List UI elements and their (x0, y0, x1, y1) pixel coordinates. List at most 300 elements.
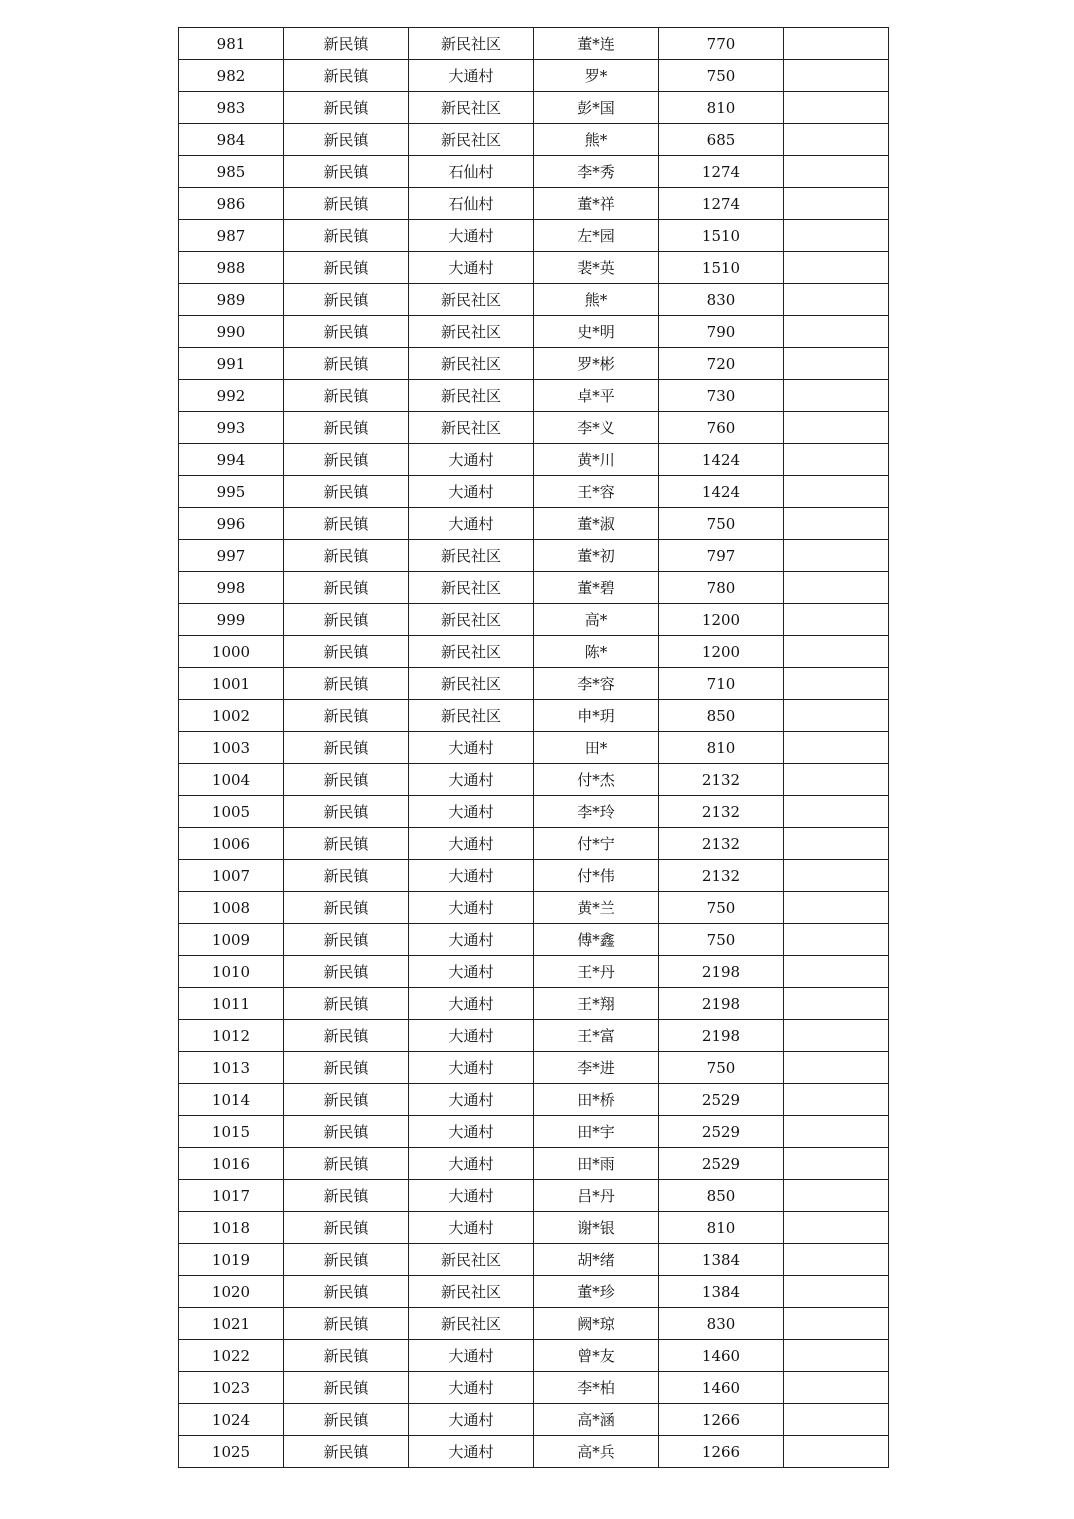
row-number-cell: 996 (179, 508, 284, 540)
town-cell: 新民镇 (284, 156, 409, 188)
town-cell: 新民镇 (284, 668, 409, 700)
name-cell: 李*玲 (534, 796, 659, 828)
name-cell: 王*容 (534, 476, 659, 508)
town-cell: 新民镇 (284, 1180, 409, 1212)
table-row (179, 860, 889, 892)
table-row (179, 156, 889, 188)
note-cell (784, 188, 889, 220)
amount-cell: 830 (659, 284, 784, 316)
table-body (179, 28, 889, 1468)
name-cell: 曾*友 (534, 1340, 659, 1372)
village-cell: 新民社区 (409, 572, 534, 604)
table-row (179, 1436, 889, 1468)
village-cell: 大通村 (409, 444, 534, 476)
village-cell: 大通村 (409, 860, 534, 892)
name-cell: 田*雨 (534, 1148, 659, 1180)
name-cell: 胡*绪 (534, 1244, 659, 1276)
name-cell: 谢*银 (534, 1212, 659, 1244)
row-number-cell: 1024 (179, 1404, 284, 1436)
name-cell: 熊* (534, 124, 659, 156)
note-cell (784, 1052, 889, 1084)
table-row (179, 348, 889, 380)
amount-cell: 1460 (659, 1340, 784, 1372)
name-cell: 史*明 (534, 316, 659, 348)
note-cell (784, 1116, 889, 1148)
row-number-cell: 1008 (179, 892, 284, 924)
name-cell: 董*初 (534, 540, 659, 572)
row-number-cell: 994 (179, 444, 284, 476)
row-number-cell: 987 (179, 220, 284, 252)
amount-cell: 750 (659, 508, 784, 540)
village-cell: 大通村 (409, 1180, 534, 1212)
row-number-cell: 983 (179, 92, 284, 124)
town-cell: 新民镇 (284, 1244, 409, 1276)
note-cell (784, 1212, 889, 1244)
row-number-cell: 1014 (179, 1084, 284, 1116)
row-number-cell: 1017 (179, 1180, 284, 1212)
table-row (179, 732, 889, 764)
data-table (178, 27, 889, 1468)
table-row (179, 1244, 889, 1276)
table-row (179, 412, 889, 444)
row-number-cell: 1019 (179, 1244, 284, 1276)
amount-cell: 810 (659, 732, 784, 764)
table-row (179, 764, 889, 796)
village-cell: 大通村 (409, 1404, 534, 1436)
note-cell (784, 124, 889, 156)
note-cell (784, 156, 889, 188)
name-cell: 阙*琼 (534, 1308, 659, 1340)
amount-cell: 770 (659, 28, 784, 60)
amount-cell: 1384 (659, 1276, 784, 1308)
village-cell: 石仙村 (409, 156, 534, 188)
row-number-cell: 1018 (179, 1212, 284, 1244)
name-cell: 田*宇 (534, 1116, 659, 1148)
town-cell: 新民镇 (284, 188, 409, 220)
row-number-cell: 985 (179, 156, 284, 188)
row-number-cell: 1015 (179, 1116, 284, 1148)
amount-cell: 1424 (659, 444, 784, 476)
town-cell: 新民镇 (284, 1276, 409, 1308)
village-cell: 大通村 (409, 1020, 534, 1052)
amount-cell: 1200 (659, 604, 784, 636)
table-row (179, 92, 889, 124)
table-row (179, 988, 889, 1020)
town-cell: 新民镇 (284, 1084, 409, 1116)
row-number-cell: 997 (179, 540, 284, 572)
table-row (179, 1372, 889, 1404)
row-number-cell: 993 (179, 412, 284, 444)
town-cell: 新民镇 (284, 412, 409, 444)
note-cell (784, 1148, 889, 1180)
village-cell: 新民社区 (409, 316, 534, 348)
table-row (179, 796, 889, 828)
town-cell: 新民镇 (284, 476, 409, 508)
amount-cell: 1510 (659, 252, 784, 284)
table-row (179, 284, 889, 316)
village-cell: 大通村 (409, 956, 534, 988)
village-cell: 新民社区 (409, 700, 534, 732)
village-cell: 大通村 (409, 1372, 534, 1404)
note-cell (784, 380, 889, 412)
row-number-cell: 1016 (179, 1148, 284, 1180)
village-cell: 大通村 (409, 60, 534, 92)
row-number-cell: 1002 (179, 700, 284, 732)
town-cell: 新民镇 (284, 1116, 409, 1148)
table-row (179, 1276, 889, 1308)
village-cell: 新民社区 (409, 348, 534, 380)
amount-cell: 1460 (659, 1372, 784, 1404)
village-cell: 新民社区 (409, 1308, 534, 1340)
row-number-cell: 1010 (179, 956, 284, 988)
name-cell: 李*进 (534, 1052, 659, 1084)
name-cell: 高*涵 (534, 1404, 659, 1436)
town-cell: 新民镇 (284, 92, 409, 124)
table-row (179, 668, 889, 700)
amount-cell: 2198 (659, 1020, 784, 1052)
note-cell (784, 604, 889, 636)
name-cell: 董*淑 (534, 508, 659, 540)
note-cell (784, 828, 889, 860)
row-number-cell: 1011 (179, 988, 284, 1020)
amount-cell: 1274 (659, 188, 784, 220)
row-number-cell: 1007 (179, 860, 284, 892)
table-row (179, 892, 889, 924)
name-cell: 王*富 (534, 1020, 659, 1052)
note-cell (784, 1340, 889, 1372)
note-cell (784, 924, 889, 956)
amount-cell: 1266 (659, 1404, 784, 1436)
village-cell: 大通村 (409, 1148, 534, 1180)
amount-cell: 1266 (659, 1436, 784, 1468)
village-cell: 大通村 (409, 252, 534, 284)
name-cell: 田* (534, 732, 659, 764)
note-cell (784, 316, 889, 348)
village-cell: 新民社区 (409, 28, 534, 60)
village-cell: 大通村 (409, 1212, 534, 1244)
name-cell: 王*翔 (534, 988, 659, 1020)
amount-cell: 2132 (659, 764, 784, 796)
amount-cell: 2198 (659, 956, 784, 988)
row-number-cell: 986 (179, 188, 284, 220)
amount-cell: 1424 (659, 476, 784, 508)
note-cell (784, 444, 889, 476)
amount-cell: 730 (659, 380, 784, 412)
village-cell: 新民社区 (409, 604, 534, 636)
name-cell: 高*兵 (534, 1436, 659, 1468)
village-cell: 新民社区 (409, 412, 534, 444)
name-cell: 董*珍 (534, 1276, 659, 1308)
table-row (179, 1148, 889, 1180)
amount-cell: 2529 (659, 1116, 784, 1148)
row-number-cell: 1006 (179, 828, 284, 860)
row-number-cell: 988 (179, 252, 284, 284)
name-cell: 申*玥 (534, 700, 659, 732)
row-number-cell: 1005 (179, 796, 284, 828)
town-cell: 新民镇 (284, 380, 409, 412)
name-cell: 陈* (534, 636, 659, 668)
town-cell: 新民镇 (284, 252, 409, 284)
note-cell (784, 252, 889, 284)
village-cell: 新民社区 (409, 1276, 534, 1308)
town-cell: 新民镇 (284, 124, 409, 156)
row-number-cell: 990 (179, 316, 284, 348)
row-number-cell: 1000 (179, 636, 284, 668)
village-cell: 大通村 (409, 1340, 534, 1372)
note-cell (784, 1084, 889, 1116)
village-cell: 大通村 (409, 476, 534, 508)
table-row (179, 1340, 889, 1372)
name-cell: 左*园 (534, 220, 659, 252)
table-row (179, 1308, 889, 1340)
town-cell: 新民镇 (284, 1308, 409, 1340)
town-cell: 新民镇 (284, 1436, 409, 1468)
table-row (179, 540, 889, 572)
village-cell: 大通村 (409, 1052, 534, 1084)
name-cell: 高* (534, 604, 659, 636)
row-number-cell: 1020 (179, 1276, 284, 1308)
village-cell: 大通村 (409, 732, 534, 764)
town-cell: 新民镇 (284, 988, 409, 1020)
note-cell (784, 284, 889, 316)
note-cell (784, 1436, 889, 1468)
name-cell: 李*义 (534, 412, 659, 444)
town-cell: 新民镇 (284, 796, 409, 828)
village-cell: 大通村 (409, 1436, 534, 1468)
note-cell (784, 764, 889, 796)
note-cell (784, 892, 889, 924)
table-row (179, 1084, 889, 1116)
note-cell (784, 1020, 889, 1052)
row-number-cell: 995 (179, 476, 284, 508)
note-cell (784, 796, 889, 828)
village-cell: 大通村 (409, 796, 534, 828)
amount-cell: 2198 (659, 988, 784, 1020)
name-cell: 付*伟 (534, 860, 659, 892)
town-cell: 新民镇 (284, 604, 409, 636)
note-cell (784, 572, 889, 604)
name-cell: 黄*兰 (534, 892, 659, 924)
note-cell (784, 1180, 889, 1212)
village-cell: 大通村 (409, 220, 534, 252)
amount-cell: 2529 (659, 1084, 784, 1116)
row-number-cell: 1025 (179, 1436, 284, 1468)
village-cell: 大通村 (409, 924, 534, 956)
town-cell: 新民镇 (284, 316, 409, 348)
town-cell: 新民镇 (284, 892, 409, 924)
table-row (179, 1212, 889, 1244)
table-row (179, 60, 889, 92)
amount-cell: 790 (659, 316, 784, 348)
name-cell: 熊* (534, 284, 659, 316)
town-cell: 新民镇 (284, 636, 409, 668)
name-cell: 卓*平 (534, 380, 659, 412)
note-cell (784, 988, 889, 1020)
table-row (179, 604, 889, 636)
town-cell: 新民镇 (284, 1020, 409, 1052)
note-cell (784, 732, 889, 764)
village-cell: 大通村 (409, 828, 534, 860)
note-cell (784, 1276, 889, 1308)
amount-cell: 1510 (659, 220, 784, 252)
village-cell: 新民社区 (409, 668, 534, 700)
name-cell: 董*祥 (534, 188, 659, 220)
name-cell: 傅*鑫 (534, 924, 659, 956)
town-cell: 新民镇 (284, 60, 409, 92)
row-number-cell: 989 (179, 284, 284, 316)
village-cell: 新民社区 (409, 540, 534, 572)
name-cell: 吕*丹 (534, 1180, 659, 1212)
town-cell: 新民镇 (284, 284, 409, 316)
name-cell: 李*容 (534, 668, 659, 700)
note-cell (784, 540, 889, 572)
village-cell: 大通村 (409, 892, 534, 924)
note-cell (784, 92, 889, 124)
table-row (179, 1404, 889, 1436)
name-cell: 罗*彬 (534, 348, 659, 380)
amount-cell: 1384 (659, 1244, 784, 1276)
table-row (179, 124, 889, 156)
table-row (179, 28, 889, 60)
table-row (179, 252, 889, 284)
amount-cell: 685 (659, 124, 784, 156)
table-row (179, 956, 889, 988)
row-number-cell: 1004 (179, 764, 284, 796)
village-cell: 新民社区 (409, 124, 534, 156)
row-number-cell: 991 (179, 348, 284, 380)
name-cell: 李*柏 (534, 1372, 659, 1404)
table-row (179, 572, 889, 604)
row-number-cell: 1001 (179, 668, 284, 700)
village-cell: 新民社区 (409, 284, 534, 316)
table-row (179, 700, 889, 732)
town-cell: 新民镇 (284, 1148, 409, 1180)
name-cell: 付*杰 (534, 764, 659, 796)
village-cell: 大通村 (409, 764, 534, 796)
row-number-cell: 1003 (179, 732, 284, 764)
table-row (179, 380, 889, 412)
village-cell: 大通村 (409, 508, 534, 540)
town-cell: 新民镇 (284, 444, 409, 476)
town-cell: 新民镇 (284, 540, 409, 572)
town-cell: 新民镇 (284, 956, 409, 988)
village-cell: 石仙村 (409, 188, 534, 220)
note-cell (784, 508, 889, 540)
village-cell: 新民社区 (409, 1244, 534, 1276)
village-cell: 大通村 (409, 988, 534, 1020)
table-row (179, 508, 889, 540)
town-cell: 新民镇 (284, 924, 409, 956)
amount-cell: 760 (659, 412, 784, 444)
table-row (179, 1180, 889, 1212)
note-cell (784, 860, 889, 892)
amount-cell: 710 (659, 668, 784, 700)
amount-cell: 810 (659, 1212, 784, 1244)
table-row (179, 188, 889, 220)
table-row (179, 220, 889, 252)
village-cell: 新民社区 (409, 636, 534, 668)
amount-cell: 797 (659, 540, 784, 572)
note-cell (784, 700, 889, 732)
row-number-cell: 1013 (179, 1052, 284, 1084)
village-cell: 新民社区 (409, 380, 534, 412)
amount-cell: 750 (659, 1052, 784, 1084)
amount-cell: 2132 (659, 860, 784, 892)
note-cell (784, 476, 889, 508)
note-cell (784, 1308, 889, 1340)
village-cell: 大通村 (409, 1084, 534, 1116)
row-number-cell: 984 (179, 124, 284, 156)
name-cell: 付*宁 (534, 828, 659, 860)
town-cell: 新民镇 (284, 860, 409, 892)
amount-cell: 1274 (659, 156, 784, 188)
name-cell: 董*连 (534, 28, 659, 60)
town-cell: 新民镇 (284, 1340, 409, 1372)
town-cell: 新民镇 (284, 732, 409, 764)
row-number-cell: 1023 (179, 1372, 284, 1404)
row-number-cell: 1021 (179, 1308, 284, 1340)
town-cell: 新民镇 (284, 828, 409, 860)
town-cell: 新民镇 (284, 348, 409, 380)
note-cell (784, 668, 889, 700)
amount-cell: 750 (659, 924, 784, 956)
note-cell (784, 636, 889, 668)
table-row (179, 444, 889, 476)
name-cell: 黄*川 (534, 444, 659, 476)
town-cell: 新民镇 (284, 764, 409, 796)
table-row (179, 924, 889, 956)
table-row (179, 476, 889, 508)
table-row (179, 1052, 889, 1084)
row-number-cell: 1012 (179, 1020, 284, 1052)
note-cell (784, 412, 889, 444)
note-cell (784, 956, 889, 988)
row-number-cell: 992 (179, 380, 284, 412)
town-cell: 新民镇 (284, 1212, 409, 1244)
name-cell: 田*桥 (534, 1084, 659, 1116)
table-row (179, 316, 889, 348)
note-cell (784, 1244, 889, 1276)
name-cell: 王*丹 (534, 956, 659, 988)
note-cell (784, 1404, 889, 1436)
table-row (179, 828, 889, 860)
town-cell: 新民镇 (284, 1052, 409, 1084)
amount-cell: 810 (659, 92, 784, 124)
table-row (179, 1116, 889, 1148)
town-cell: 新民镇 (284, 572, 409, 604)
name-cell: 裴*英 (534, 252, 659, 284)
row-number-cell: 1009 (179, 924, 284, 956)
amount-cell: 850 (659, 1180, 784, 1212)
village-cell: 大通村 (409, 1116, 534, 1148)
amount-cell: 750 (659, 892, 784, 924)
name-cell: 罗* (534, 60, 659, 92)
amount-cell: 830 (659, 1308, 784, 1340)
amount-cell: 850 (659, 700, 784, 732)
amount-cell: 2529 (659, 1148, 784, 1180)
note-cell (784, 1372, 889, 1404)
amount-cell: 2132 (659, 796, 784, 828)
table-row (179, 1020, 889, 1052)
name-cell: 李*秀 (534, 156, 659, 188)
row-number-cell: 1022 (179, 1340, 284, 1372)
village-cell: 新民社区 (409, 92, 534, 124)
row-number-cell: 982 (179, 60, 284, 92)
town-cell: 新民镇 (284, 1404, 409, 1436)
note-cell (784, 220, 889, 252)
amount-cell: 750 (659, 60, 784, 92)
note-cell (784, 28, 889, 60)
